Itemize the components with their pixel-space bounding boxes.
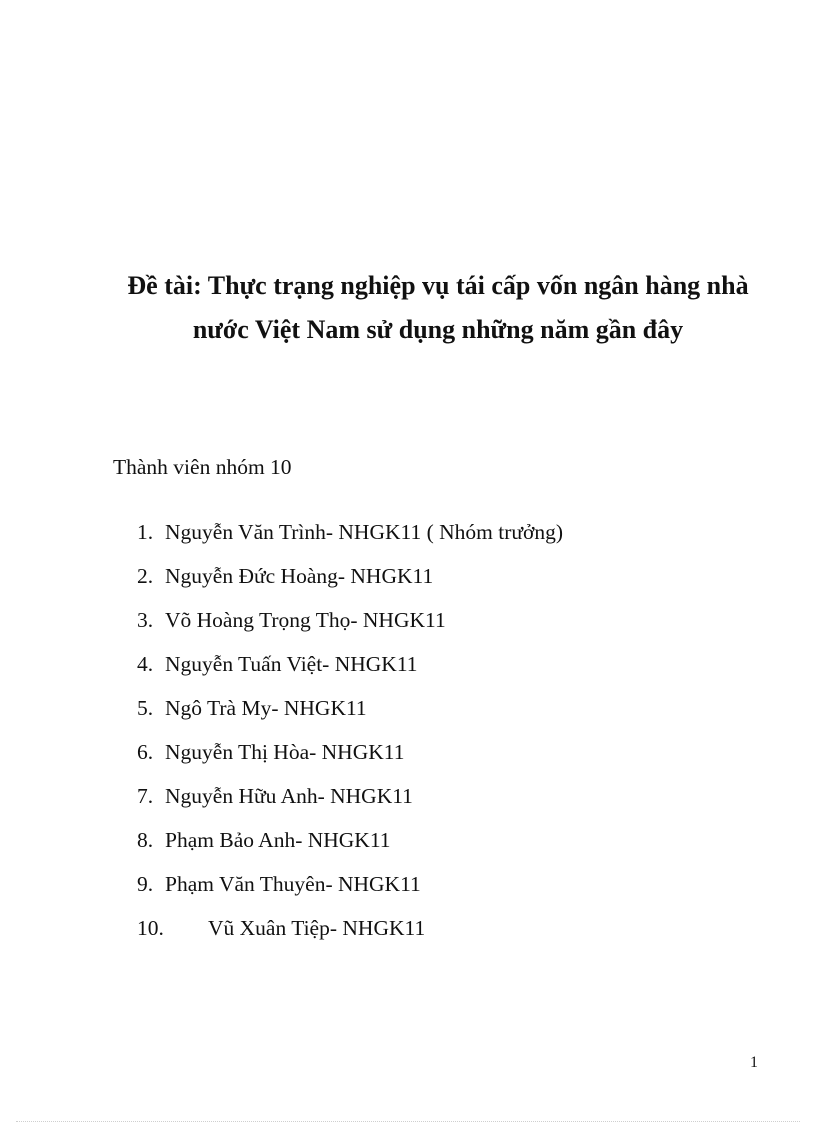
member-number: 10.: [137, 916, 164, 940]
member-number: 7.: [137, 784, 154, 808]
page-number: 1: [750, 1054, 758, 1071]
member-number: 8.: [137, 828, 154, 852]
page-boundary-divider: [16, 1121, 800, 1122]
member-number: 9.: [137, 872, 154, 896]
member-name: Võ Hoàng Trọng Thọ- NHGK11: [165, 608, 446, 632]
member-name: Nguyễn Văn Trình- NHGK11 ( Nhóm trưởng): [165, 520, 564, 544]
member-name: Vũ Xuân Tiệp- NHGK11: [208, 916, 426, 940]
member-name: Phạm Văn Thuyên- NHGK11: [165, 872, 421, 896]
title-line-2: nước Việt Nam sử dụng những năm gần đây: [192, 315, 684, 344]
member-number: 3.: [137, 608, 154, 632]
member-number: 6.: [137, 740, 154, 764]
title-line-1: Đề tài: Thực trạng nghiệp vụ tái cấp vốn ngân hàng nhà: [127, 271, 749, 300]
member-name: Nguyễn Hữu Anh- NHGK11: [165, 784, 413, 808]
member-number: 2.: [137, 564, 154, 588]
member-name: Phạm Bảo Anh- NHGK11: [165, 828, 391, 852]
member-number: 1.: [137, 520, 154, 544]
member-number: 4.: [137, 652, 154, 676]
document-title: [60, 264, 816, 352]
member-name: Nguyễn Thị Hòa- NHGK11: [165, 740, 405, 764]
member-name: Nguyễn Tuấn Việt- NHGK11: [165, 652, 418, 676]
members-heading: Thành viên nhóm 10: [113, 455, 292, 479]
member-number: 5.: [137, 696, 154, 720]
member-name: Nguyễn Đức Hoàng- NHGK11: [165, 564, 434, 588]
member-name: Ngô Trà My- NHGK11: [165, 696, 367, 720]
